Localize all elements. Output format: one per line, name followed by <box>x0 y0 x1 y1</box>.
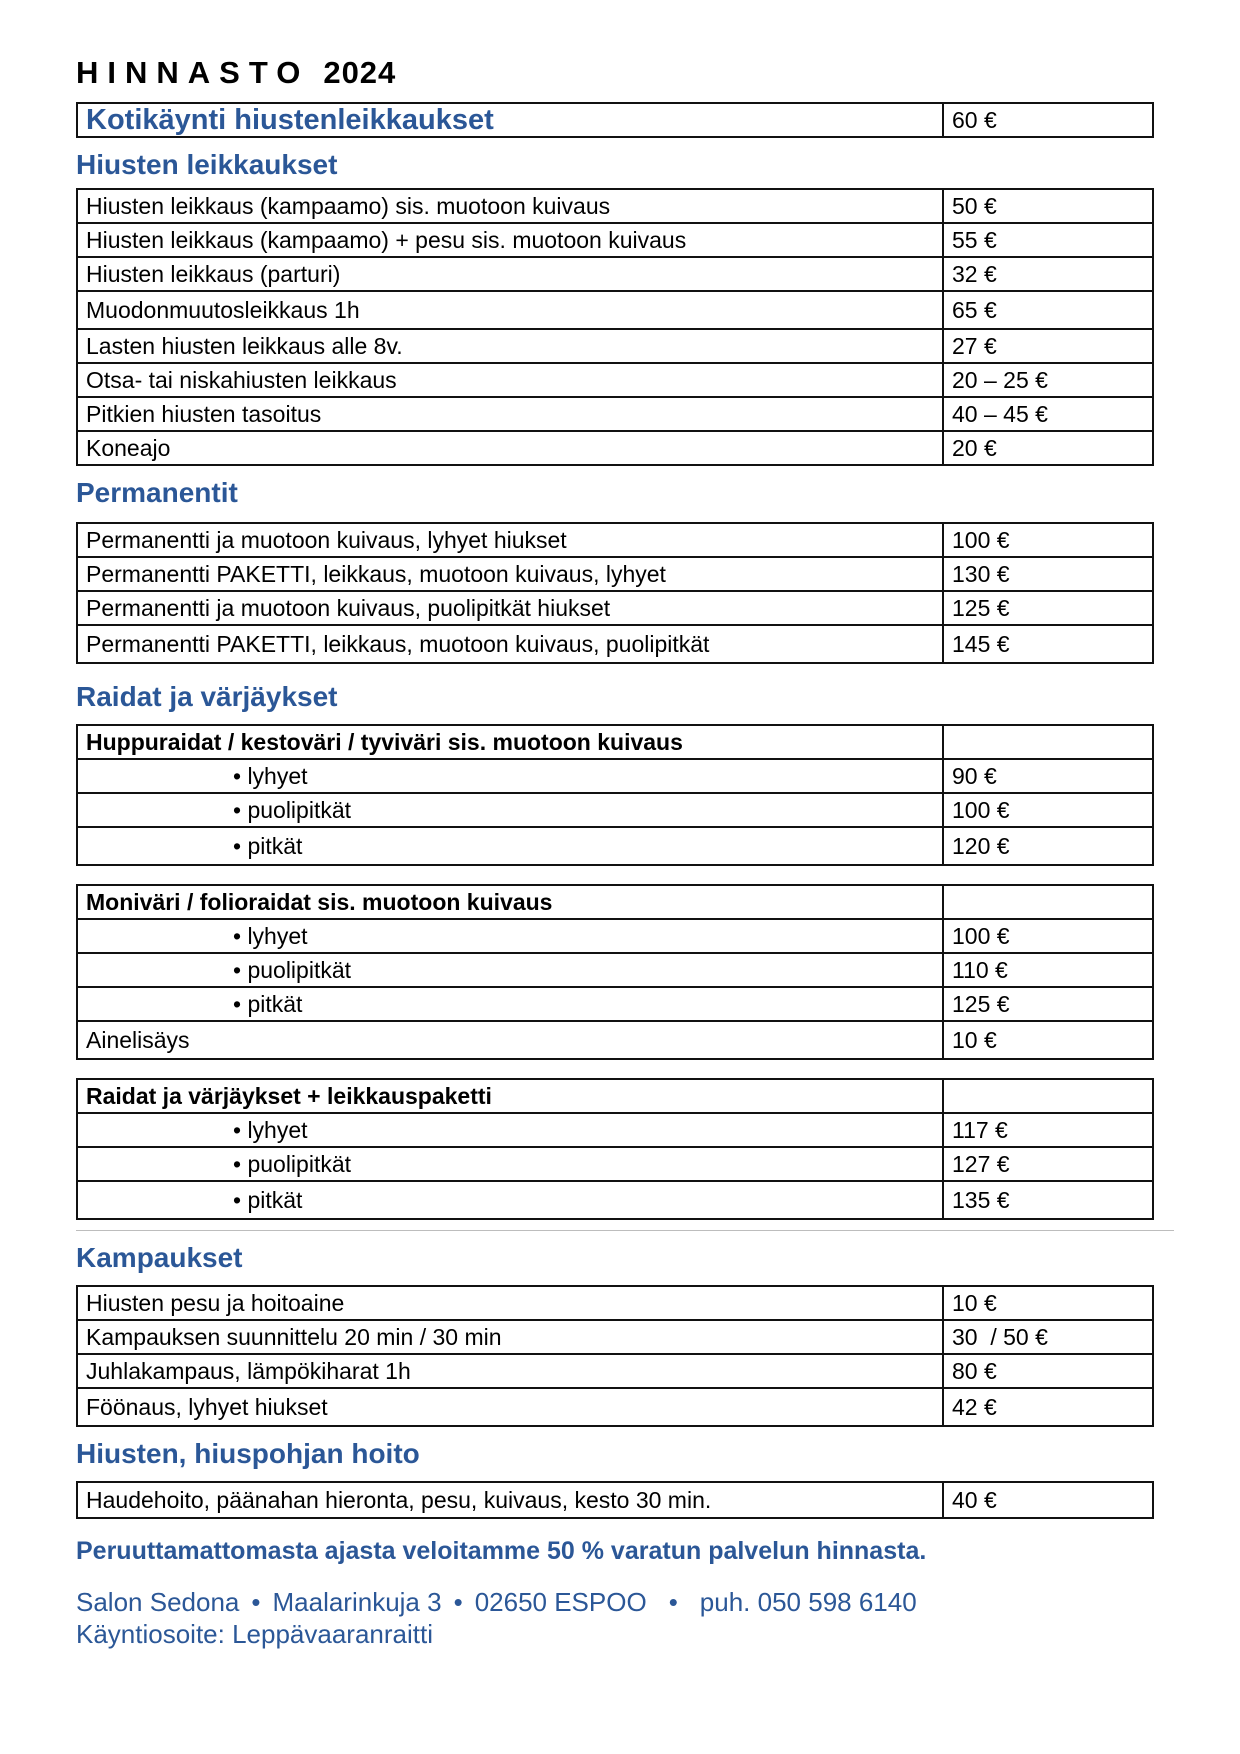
group-header-label: Huppuraidat / kestoväri / tyviväri sis. muotoon kuivaus <box>77 725 943 759</box>
table-row <box>77 987 1153 1021</box>
section-heading-styling: Kampaukset <box>76 1242 243 1273</box>
service-price: 127 € <box>943 1147 1153 1181</box>
service-price: 130 € <box>943 557 1153 591</box>
length-option-label: • pitkät <box>77 1181 943 1219</box>
hair-care-table <box>76 1481 1154 1519</box>
visit-address: Käyntiosoite: Leppävaaranraitti <box>76 1619 434 1649</box>
service-price: 55 € <box>943 223 1153 257</box>
separator-dot: • <box>453 1587 463 1617</box>
document-title <box>76 52 1154 94</box>
table-row <box>77 1181 1153 1219</box>
table-row <box>77 759 1153 793</box>
service-label: Koneajo <box>77 431 943 465</box>
title-year: 2024 <box>323 55 397 90</box>
phone-number: puh. 050 598 6140 <box>699 1587 917 1617</box>
home-visit-price: 60 € <box>943 103 1153 137</box>
service-label: Hiusten pesu ja hoitoaine <box>77 1286 943 1320</box>
service-price: 125 € <box>943 591 1153 625</box>
service-price: 110 € <box>943 953 1153 987</box>
section-heading-haircuts: Hiusten leikkaukset <box>76 149 338 180</box>
service-price: 65 € <box>943 291 1153 329</box>
service-label: Juhlakampaus, lämpökiharat 1h <box>77 1354 943 1388</box>
group-header-price <box>943 1079 1153 1113</box>
service-label: Permanentti PAKETTI, leikkaus, muotoon kuivaus, lyhyet <box>77 557 943 591</box>
table-row <box>77 363 1153 397</box>
separator-dot: • <box>668 1587 678 1617</box>
contact-line <box>76 1586 1154 1618</box>
length-option-label: • puolipitkät <box>77 793 943 827</box>
table-row <box>77 329 1153 363</box>
service-price: 135 € <box>943 1181 1153 1219</box>
service-price: 20 – 25 € <box>943 363 1153 397</box>
service-price: 27 € <box>943 329 1153 363</box>
service-label: Kampauksen suunnittelu 20 min / 30 min <box>77 1320 943 1354</box>
spacer <box>76 866 1154 884</box>
section-heading-hair-care: Hiusten, hiuspohjan hoito <box>76 1438 420 1469</box>
home-visit-table <box>76 102 1154 138</box>
length-option-label: • pitkät <box>77 987 943 1021</box>
service-label: Ainelisäys <box>77 1021 943 1059</box>
service-price: 42 € <box>943 1388 1153 1426</box>
length-option-label: • puolipitkät <box>77 953 943 987</box>
home-visit-label: Kotikäynti hiustenleikkaukset <box>77 103 943 137</box>
title-word: HINNASTO <box>76 55 310 90</box>
table-row <box>77 257 1153 291</box>
service-label: Pitkien hiusten tasoitus <box>77 397 943 431</box>
service-label: Lasten hiusten leikkaus alle 8v. <box>77 329 943 363</box>
street-address: Maalarinkuja 3 <box>272 1587 442 1617</box>
service-price: 50 € <box>943 189 1153 223</box>
service-label: Hiusten leikkaus (parturi) <box>77 257 943 291</box>
length-option-label: • pitkät <box>77 827 943 865</box>
table-row <box>77 1286 1153 1320</box>
service-price: 120 € <box>943 827 1153 865</box>
section-heading-colors: Raidat ja värjäykset <box>76 681 338 712</box>
service-label: Permanentti PAKETTI, leikkaus, muotoon kuivaus, puolipitkät <box>77 625 943 663</box>
service-price: 100 € <box>943 523 1153 557</box>
table-row <box>77 953 1153 987</box>
length-option-label: • lyhyet <box>77 1113 943 1147</box>
service-price: 90 € <box>943 759 1153 793</box>
group-header-row <box>77 1079 1153 1113</box>
service-label: Haudehoito, päänahan hieronta, pesu, kuivaus, kesto 30 min. <box>77 1482 943 1518</box>
group-header-price <box>943 885 1153 919</box>
service-price: 145 € <box>943 625 1153 663</box>
service-price: 32 € <box>943 257 1153 291</box>
service-price: 100 € <box>943 919 1153 953</box>
service-label: Hiusten leikkaus (kampaamo) + pesu sis. muotoon kuivaus <box>77 223 943 257</box>
service-label: Otsa- tai niskahiusten leikkaus <box>77 363 943 397</box>
table-row <box>77 223 1153 257</box>
table-row <box>77 397 1153 431</box>
divider <box>76 1230 1174 1231</box>
table-row <box>77 1113 1153 1147</box>
service-label: Permanentti ja muotoon kuivaus, puolipitkät hiukset <box>77 591 943 625</box>
table-row <box>77 1021 1153 1059</box>
length-option-label: • puolipitkät <box>77 1147 943 1181</box>
styling-table <box>76 1285 1154 1427</box>
group-header-label: Moniväri / folioraidat sis. muotoon kuivaus <box>77 885 943 919</box>
group-header-label: Raidat ja värjäykset + leikkauspaketti <box>77 1079 943 1113</box>
table-row <box>77 1388 1153 1426</box>
separator-dot: • <box>251 1587 261 1617</box>
service-label: Föönaus, lyhyet hiukset <box>77 1388 943 1426</box>
price-list-page <box>76 52 1154 1650</box>
table-row <box>77 431 1153 465</box>
service-price: 80 € <box>943 1354 1153 1388</box>
color-cut-package-table <box>76 1078 1154 1220</box>
table-row <box>77 591 1153 625</box>
haircuts-table <box>76 188 1154 466</box>
service-label: Muodonmuutosleikkaus 1h <box>77 291 943 329</box>
table-row <box>77 189 1153 223</box>
service-label: Permanentti ja muotoon kuivaus, lyhyet hiukset <box>77 523 943 557</box>
service-price: 40 € <box>943 1482 1153 1518</box>
table-row <box>77 103 1153 137</box>
table-row <box>77 1482 1153 1518</box>
table-row <box>77 827 1153 865</box>
group-header-price <box>943 725 1153 759</box>
service-price: 20 € <box>943 431 1153 465</box>
cancellation-notice: Peruuttamattomasta ajasta veloitamme 50 % varatun palvelun hinnasta. <box>76 1537 927 1565</box>
table-row <box>77 1147 1153 1181</box>
spacer <box>76 1060 1154 1078</box>
table-row <box>77 291 1153 329</box>
table-row <box>77 523 1153 557</box>
table-row <box>77 793 1153 827</box>
table-row <box>77 557 1153 591</box>
service-price: 10 € <box>943 1286 1153 1320</box>
city: 02650 ESPOO <box>474 1587 647 1617</box>
service-label: Hiusten leikkaus (kampaamo) sis. muotoon kuivaus <box>77 189 943 223</box>
service-price: 40 – 45 € <box>943 397 1153 431</box>
table-row <box>77 1320 1153 1354</box>
table-row <box>77 625 1153 663</box>
length-option-label: • lyhyet <box>77 759 943 793</box>
contact-info <box>76 1586 1154 1650</box>
multicolor-group-table <box>76 884 1154 1060</box>
section-heading-perms: Permanentit <box>76 477 238 508</box>
service-price: 10 € <box>943 1021 1153 1059</box>
service-price: 30 / 50 € <box>943 1320 1153 1354</box>
perms-table <box>76 522 1154 664</box>
group-header-row <box>77 885 1153 919</box>
length-option-label: • lyhyet <box>77 919 943 953</box>
group-header-row <box>77 725 1153 759</box>
table-row <box>77 919 1153 953</box>
service-price: 125 € <box>943 987 1153 1021</box>
service-price: 100 € <box>943 793 1153 827</box>
service-price: 117 € <box>943 1113 1153 1147</box>
highlights-group-table <box>76 724 1154 866</box>
salon-name: Salon Sedona <box>76 1587 240 1617</box>
table-row <box>77 1354 1153 1388</box>
